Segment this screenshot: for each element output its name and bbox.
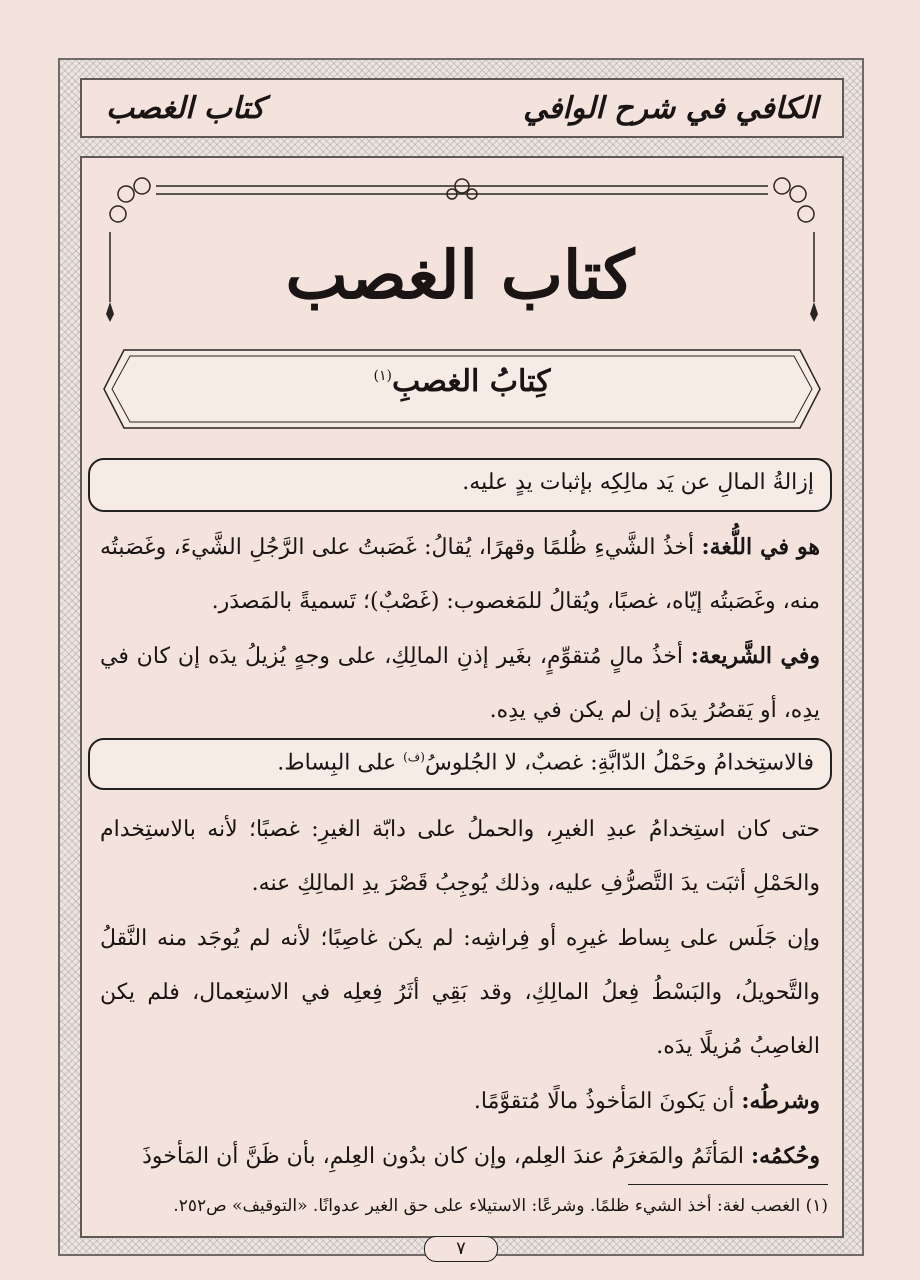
- paragraphs-block-2: [100, 802, 820, 1184]
- paragraph: [100, 520, 820, 629]
- header-chapter-title: كتاب الغصب: [106, 90, 265, 126]
- paragraph-text: أن يَكونَ المَأخوذُ مالًا مُتقوَّمًا.: [473, 1089, 742, 1114]
- paragraph-text: وإن جَلَس على بِساط غيرِه أو فِراشِه: لم يكن غاصِبًا؛ لأنه لم يُوجَد منه النَّقلُ والتَّحويلُ، والبَسْطُ فِعلُ المالِكِ، وقد بَقِي أثَرُ فِعلِه في الاستِعمال، فلم يكن الغاصِبُ مُزيلًا يدَه.: [100, 926, 820, 1059]
- header-book-title: الكافي في شرح الوافي: [523, 90, 818, 126]
- paragraph-text: المَأثَمُ والمَغرَمُ عندَ العِلم، وإن كان بدُون العِلمِ، بأن ظَنَّ أن المَأخوذَ: [142, 1144, 751, 1169]
- paragraph-text: أخذُ مالٍ مُتقوِّمٍ، بغَير إذنِ المالِكِ، على وجهٍ يُزيلُ يدَه إن كان في يدِه، أو يَقصُرُ يدَه إن لم يكن في يدِه.: [100, 644, 820, 723]
- paragraph: [100, 802, 820, 911]
- matn-text: على البِساط.: [277, 750, 404, 776]
- section-title: [102, 364, 822, 399]
- paragraph-text: أخذُ الشَّيءِ ظُلمًا وقهرًا، يُقالُ: غَصَبتُ على الرَّجُلِ الشَّيءَ، وغَصَبتُه منه، وغَصَبتُه إيّاه، غصبًا، ويُقالُ للمَغصوب: (غَصْبٌ)؛ تَسميةً بالمَصدَر.: [100, 535, 820, 614]
- paragraph-text: حتى كان استِخدامُ عبدِ الغيرِ، والحملُ على دابّة الغيرِ: غصبًا؛ لأنه بالاستِخدام والحَمْلِ أثبَت يدَ التَّصرُّفِ عليه، وذلك يُوجِبُ قَصْرَ يدِ المالِكِ عنه.: [100, 817, 820, 896]
- paragraph: [100, 629, 820, 738]
- footnote-divider: [628, 1184, 828, 1185]
- paragraph: [100, 911, 820, 1074]
- paragraph-label: وحُكمُه:: [750, 1143, 820, 1169]
- section-title-text: كِتابُ الغصبِ: [391, 364, 551, 399]
- chapter-title: كتاب الغصب: [285, 236, 635, 314]
- paragraph-label: وفي الشَّريعة:: [690, 643, 821, 669]
- paragraph: [100, 1074, 820, 1129]
- footnote: (١) الغصب لغة: أخذ الشيء ظلمًا. وشرعًا: الاستيلاء على حق الغير عدوانًا. «التوقيف» ص٢٥٢.: [173, 1196, 828, 1216]
- footnote-ref: (١): [373, 368, 392, 384]
- running-header: [80, 78, 844, 138]
- page-number: ٧: [424, 1236, 498, 1262]
- section-title-box: [102, 346, 822, 432]
- matn-text: فالاستِخدامُ وحَمْلُ الدّابَّةِ: غصبٌ، لا الجُلوسُ: [424, 750, 814, 776]
- paragraphs-block-1: [100, 520, 820, 738]
- matn-ruling: [88, 738, 832, 790]
- footnote-ref: (ف): [403, 750, 425, 764]
- paragraph-label: هو في اللُّغة:: [701, 534, 820, 560]
- matn-definition: إزالةُ المالِ عن يَد مالِكِه بإثبات يدٍ عليه.: [88, 458, 832, 512]
- paragraph-label: وشرطُه:: [741, 1088, 820, 1114]
- paragraph: [100, 1129, 820, 1184]
